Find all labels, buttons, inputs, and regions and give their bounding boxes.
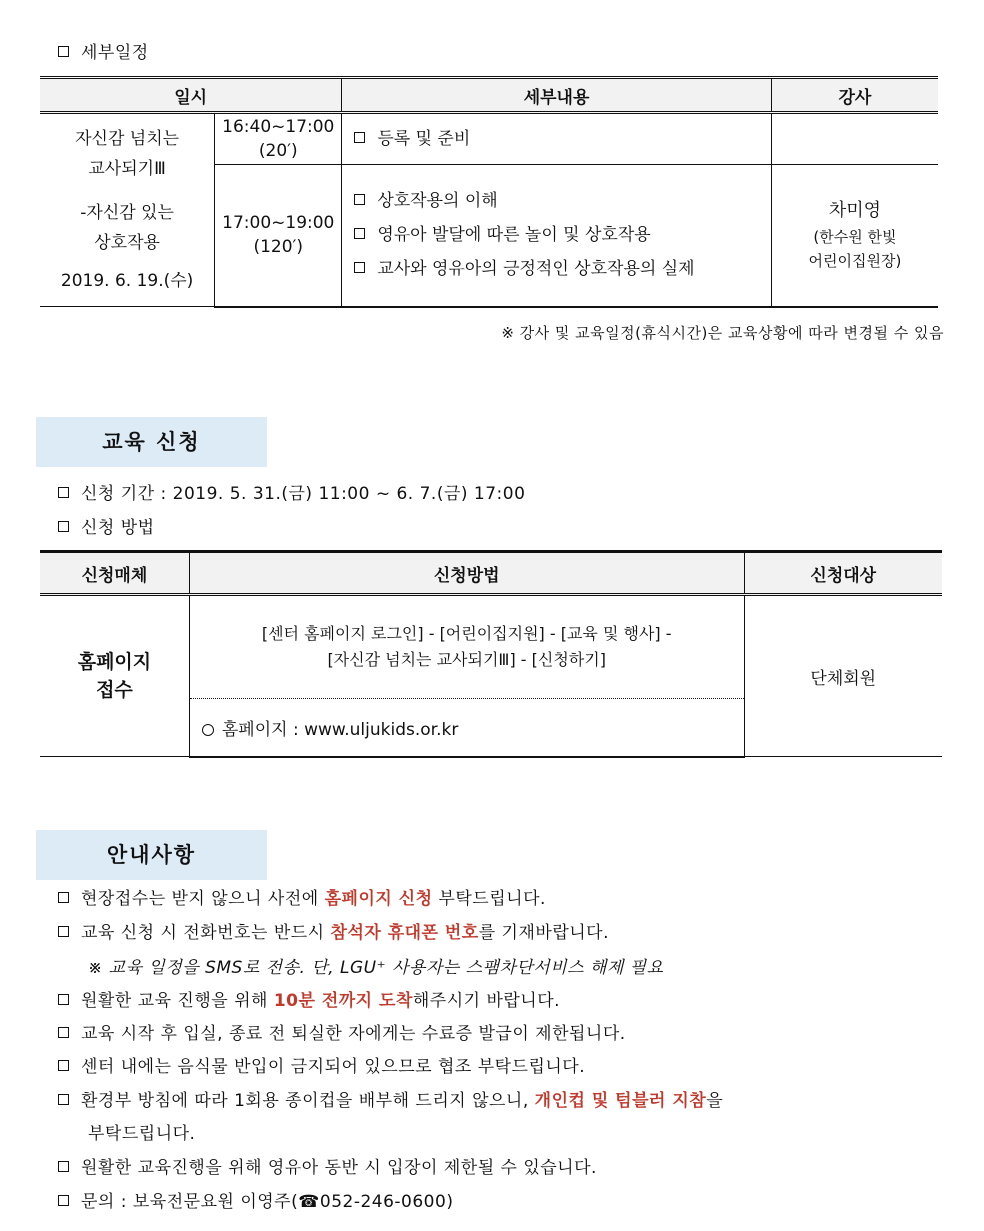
lecturer-name: 차미영 xyxy=(828,200,881,222)
time-duration: (120′) xyxy=(253,237,304,258)
apply-table xyxy=(40,550,942,758)
lecturer-affiliation: 어린이집원장) xyxy=(808,252,902,271)
apply-medium-line: 홈페이지 xyxy=(77,651,152,673)
checkbox-bullet-icon xyxy=(58,1195,69,1206)
checkbox-bullet-icon xyxy=(58,46,69,57)
checkbox-bullet-icon xyxy=(354,262,365,273)
notice-text-red: 10분 전까지 도착 xyxy=(273,991,413,1011)
notice-text-pre: 환경부 방침에 따라 1회용 종이컵을 배부해 드리지 않으니, xyxy=(81,1091,535,1111)
checkbox-bullet-icon xyxy=(58,892,69,903)
schedule-header-lecturer: 강사 xyxy=(771,78,938,113)
schedule-header-date: 일시 xyxy=(40,78,342,113)
time-duration: (20′) xyxy=(258,141,298,161)
time-range: 16:40~17:00 xyxy=(222,117,335,137)
notice-text-red: 개인컵 및 텀블러 지참 xyxy=(534,1091,707,1111)
apply-step-line: [자신감 넘치는 교사되기Ⅲ] - [신청하기] xyxy=(327,650,606,669)
apply-target-cell: 단체회원 xyxy=(744,595,942,757)
checkbox-bullet-icon xyxy=(58,1027,69,1038)
apply-homepage-text[interactable]: 홈페이지 : www.uljukids.or.kr xyxy=(221,719,459,740)
apply-homepage-cell xyxy=(189,699,744,757)
content-cell xyxy=(342,165,771,307)
event-date: 2019. 6. 19.(수) xyxy=(60,271,194,291)
apply-header-medium: 신청매체 xyxy=(40,552,189,595)
content-item-text: 등록 및 준비 xyxy=(377,129,471,149)
content-item-text: 영유아 발달에 따른 놀이 및 상호작용 xyxy=(377,225,651,246)
notice-text-red: 참석자 휴대폰 번호 xyxy=(330,923,479,943)
notice-item xyxy=(58,1019,626,1044)
notice-item xyxy=(88,953,664,978)
notice-item xyxy=(58,884,546,909)
notice-item xyxy=(58,1086,723,1111)
checkbox-bullet-icon xyxy=(58,1060,69,1071)
checkbox-bullet-icon xyxy=(58,926,69,937)
checkbox-bullet-icon xyxy=(58,1161,69,1172)
event-line: -자신감 있는 xyxy=(80,203,174,223)
time-range: 17:00~19:00 xyxy=(222,213,335,234)
notice-continuation: 부탁드립니다. xyxy=(88,1124,196,1144)
notice-item xyxy=(58,918,609,943)
content-item xyxy=(354,218,770,252)
time-cell xyxy=(215,113,342,165)
content-item-text: 상호작용의 이해 xyxy=(377,191,498,212)
notice-section-title: 안내사항 xyxy=(36,830,267,880)
notice-note: ※ 교육 일정을 SMS로 전송. 단, LGU⁺ 사용자는 스팸차단서비스 해제 필요 xyxy=(88,958,664,978)
schedule-table xyxy=(40,76,938,308)
lecturer-cell xyxy=(771,165,938,307)
schedule-heading xyxy=(58,38,149,63)
event-line: 자신감 넘치는 xyxy=(75,129,180,149)
apply-section-title: 교육 신청 xyxy=(36,417,267,467)
notice-item xyxy=(58,1187,453,1212)
checkbox-bullet-icon xyxy=(58,1094,69,1105)
circle-bullet-icon xyxy=(202,724,214,736)
notice-text-post: 를 기재바랍니다. xyxy=(478,923,609,943)
notice-item xyxy=(58,986,560,1011)
notice-text-pre: 현장접수는 받지 않으니 사전에 xyxy=(81,889,325,909)
apply-step-line: [센터 홈페이지 로그인] - [어린이집지원] - [교육 및 행사] - xyxy=(261,624,672,643)
notice-text-post: 해주시기 바랍니다. xyxy=(412,991,561,1011)
event-cell xyxy=(40,113,215,307)
content-item xyxy=(354,252,770,286)
event-line: 상호작용 xyxy=(94,233,160,253)
content-cell xyxy=(342,113,771,165)
apply-period xyxy=(58,479,525,504)
checkbox-bullet-icon xyxy=(58,994,69,1005)
content-item-text: 교사와 영유아의 긍정적인 상호작용의 실제 xyxy=(377,259,695,280)
time-cell xyxy=(215,165,342,307)
notice-text-post: 을 xyxy=(706,1091,724,1111)
notice-item xyxy=(58,1052,585,1077)
schedule-footnote: ※ 강사 및 교육일정(휴식시간)은 교육상황에 따라 변경될 수 있음 xyxy=(501,324,944,342)
content-item xyxy=(354,184,770,218)
checkbox-bullet-icon xyxy=(354,132,365,143)
notice-item xyxy=(58,1153,597,1178)
checkbox-bullet-icon xyxy=(58,521,69,532)
notice-text-pre: 원활한 교육 진행을 위해 xyxy=(81,991,274,1011)
checkbox-bullet-icon xyxy=(354,228,365,239)
notice-text-pre: 센터 내에는 음식물 반입이 금지되어 있으므로 협조 부탁드립니다. xyxy=(81,1057,586,1077)
checkbox-bullet-icon xyxy=(58,487,69,498)
apply-method-label-text: 신청 방법 xyxy=(81,518,155,538)
apply-period-text: 신청 기간 : 2019. 5. 31.(금) 11:00 ~ 6. 7.(금) 17:00 xyxy=(81,484,526,504)
apply-medium-line: 접수 xyxy=(96,679,133,701)
lecturer-cell-empty xyxy=(771,113,938,165)
apply-medium-cell xyxy=(40,595,189,757)
apply-method-label xyxy=(58,513,155,538)
notice-text-pre: 교육 시작 후 입실, 종료 전 퇴실한 자에게는 수료증 발급이 제한됩니다. xyxy=(81,1024,626,1044)
notice-text-post: 부탁드립니다. xyxy=(432,889,546,909)
apply-steps-cell xyxy=(189,595,744,699)
notice-text-pre: 원활한 교육진행을 위해 영유아 동반 시 입장이 제한될 수 있습니다. xyxy=(81,1158,597,1178)
lecturer-affiliation: (한수원 한빛 xyxy=(813,228,897,247)
event-line: 교사되기Ⅲ xyxy=(88,159,166,179)
notice-text-pre: 문의 : 보육전문요원 이영주(☎052-246-0600) xyxy=(81,1192,454,1212)
schedule-header-content: 세부내용 xyxy=(342,78,771,113)
notice-text-red: 홈페이지 신청 xyxy=(324,889,433,909)
notice-item xyxy=(88,1119,195,1144)
apply-header-target: 신청대상 xyxy=(744,552,942,595)
checkbox-bullet-icon xyxy=(354,194,365,205)
notice-text-pre: 교육 신청 시 전화번호는 반드시 xyxy=(81,923,331,943)
schedule-heading-text: 세부일정 xyxy=(81,43,149,63)
apply-header-method: 신청방법 xyxy=(189,552,744,595)
content-item xyxy=(354,123,770,155)
